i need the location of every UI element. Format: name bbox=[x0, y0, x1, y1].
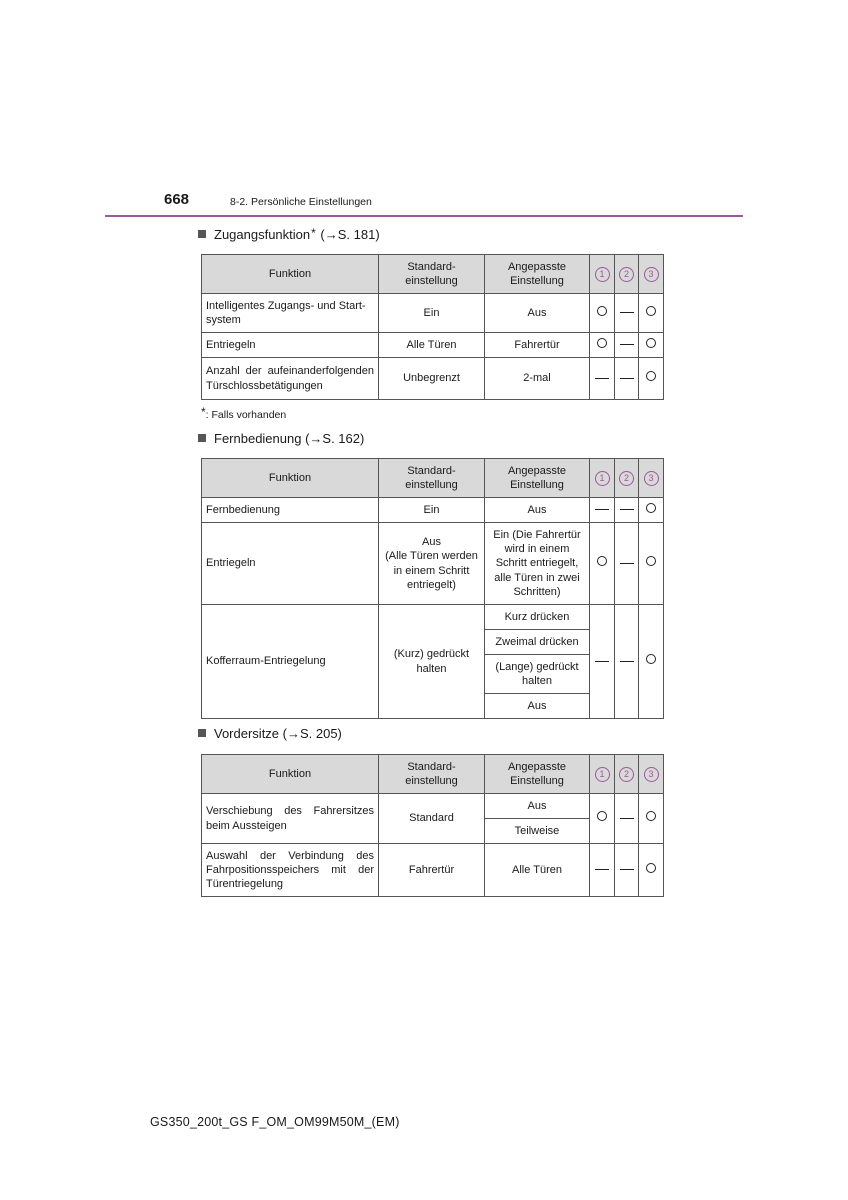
section-heading: 8-2. Persönliche Einstellungen bbox=[230, 196, 372, 208]
custom-cell: Aus bbox=[485, 794, 590, 819]
table-row bbox=[202, 605, 664, 630]
mark-cell bbox=[590, 358, 615, 400]
function-cell: Verschiebung des Fahrersitzes beim Aussteigen bbox=[202, 794, 379, 844]
col-header-standard: Standard- einstellung bbox=[379, 255, 485, 294]
mark-cell bbox=[615, 358, 639, 400]
mark-cell bbox=[639, 794, 664, 844]
mark-cell bbox=[590, 523, 615, 605]
available-mark-icon bbox=[646, 654, 656, 664]
col-header-funktion: Funktion bbox=[202, 459, 379, 498]
circled-1-icon: 1 bbox=[595, 767, 610, 782]
custom-cell: Teilweise bbox=[485, 819, 590, 844]
square-bullet-icon bbox=[198, 434, 206, 442]
standard-cell: Fahrertür bbox=[379, 844, 485, 897]
mark-cell bbox=[639, 498, 664, 523]
col-header-1 bbox=[590, 755, 615, 794]
mark-cell bbox=[639, 844, 664, 897]
mark-cell bbox=[639, 294, 664, 333]
col-header-1 bbox=[590, 459, 615, 498]
mark-cell bbox=[590, 794, 615, 844]
mark-cell bbox=[615, 498, 639, 523]
circled-1-icon: 1 bbox=[595, 267, 610, 282]
table-row bbox=[202, 294, 664, 333]
custom-cell: Aus bbox=[485, 498, 590, 523]
available-mark-icon bbox=[597, 556, 607, 566]
col-header-2 bbox=[615, 755, 639, 794]
unavailable-mark-icon bbox=[620, 661, 634, 662]
table-row bbox=[202, 498, 664, 523]
col-header-custom: Angepasste Einstellung bbox=[485, 755, 590, 794]
col-header-3 bbox=[639, 755, 664, 794]
available-mark-icon bbox=[597, 338, 607, 348]
available-mark-icon bbox=[597, 306, 607, 316]
circled-1-icon: 1 bbox=[595, 471, 610, 486]
table-zugangsfunktion bbox=[201, 254, 664, 400]
section-title-vordersitze: Vordersitze (→S. 205) bbox=[198, 726, 342, 741]
col-header-2 bbox=[615, 459, 639, 498]
table-row bbox=[202, 523, 664, 605]
col-header-3 bbox=[639, 255, 664, 294]
circled-2-icon: 2 bbox=[619, 471, 634, 486]
available-mark-icon bbox=[646, 306, 656, 316]
unavailable-mark-icon bbox=[620, 344, 634, 345]
header-rule bbox=[105, 215, 743, 217]
mark-cell bbox=[590, 844, 615, 897]
function-cell: Anzahl der aufeinanderfolgenden Türschlossbetätigungen bbox=[202, 358, 379, 400]
mark-cell bbox=[615, 844, 639, 897]
unavailable-mark-icon bbox=[620, 312, 634, 313]
unavailable-mark-icon bbox=[620, 378, 634, 379]
available-mark-icon bbox=[646, 863, 656, 873]
available-mark-icon bbox=[646, 371, 656, 381]
mark-cell bbox=[639, 605, 664, 719]
custom-cell: Kurz drücken bbox=[485, 605, 590, 630]
document-code: GS350_200t_GS F_OM_OM99M50M_(EM) bbox=[150, 1115, 400, 1129]
col-header-custom: Angepasste Einstellung bbox=[485, 255, 590, 294]
col-header-1 bbox=[590, 255, 615, 294]
function-cell: Entriegeln bbox=[202, 523, 379, 605]
unavailable-mark-icon bbox=[620, 563, 634, 564]
unavailable-mark-icon bbox=[620, 818, 634, 819]
unavailable-mark-icon bbox=[595, 869, 609, 870]
mark-cell bbox=[615, 294, 639, 333]
table-row bbox=[202, 794, 664, 819]
table-row bbox=[202, 844, 664, 897]
available-mark-icon bbox=[646, 338, 656, 348]
function-cell: Kofferraum-Entriegelung bbox=[202, 605, 379, 719]
unavailable-mark-icon bbox=[595, 509, 609, 510]
circled-2-icon: 2 bbox=[619, 767, 634, 782]
custom-cell: Aus bbox=[485, 294, 590, 333]
standard-cell: Ein bbox=[379, 294, 485, 333]
mark-cell bbox=[639, 333, 664, 358]
square-bullet-icon bbox=[198, 729, 206, 737]
mark-cell bbox=[615, 333, 639, 358]
custom-cell: Fahrertür bbox=[485, 333, 590, 358]
unavailable-mark-icon bbox=[595, 378, 609, 379]
page-number: 668 bbox=[164, 191, 190, 208]
section-title-fernbedienung: Fernbedienung (→S. 162) bbox=[198, 431, 364, 446]
available-mark-icon bbox=[646, 556, 656, 566]
custom-cell: Aus bbox=[485, 694, 590, 719]
custom-cell: 2-mal bbox=[485, 358, 590, 400]
unavailable-mark-icon bbox=[595, 661, 609, 662]
unavailable-mark-icon bbox=[620, 509, 634, 510]
custom-cell: Alle Türen bbox=[485, 844, 590, 897]
available-mark-icon bbox=[597, 811, 607, 821]
table-fernbedienung bbox=[201, 458, 664, 719]
mark-cell bbox=[590, 605, 615, 719]
standard-cell: Unbegrenzt bbox=[379, 358, 485, 400]
mark-cell bbox=[615, 794, 639, 844]
square-bullet-icon bbox=[198, 230, 206, 238]
circled-3-icon: 3 bbox=[644, 471, 659, 486]
function-cell: Entriegeln bbox=[202, 333, 379, 358]
function-cell: Auswahl der Verbindung des Fahrpositionsspeichers mit der Türentriegelung bbox=[202, 844, 379, 897]
section-title-zugangsfunktion: Zugangsfunktion* (→S. 181) bbox=[198, 226, 380, 242]
function-cell: Fernbedienung bbox=[202, 498, 379, 523]
mark-cell bbox=[639, 523, 664, 605]
col-header-custom: Angepasste Einstellung bbox=[485, 459, 590, 498]
custom-cell: (Lange) gedrückt halten bbox=[485, 655, 590, 694]
function-cell: Intelligentes Zugangs- und Start-system bbox=[202, 294, 379, 333]
footnote: *: Falls vorhanden bbox=[201, 405, 287, 421]
standard-cell: Standard bbox=[379, 794, 485, 844]
circled-3-icon: 3 bbox=[644, 767, 659, 782]
mark-cell bbox=[615, 523, 639, 605]
circled-2-icon: 2 bbox=[619, 267, 634, 282]
standard-cell: Ein bbox=[379, 498, 485, 523]
col-header-3 bbox=[639, 459, 664, 498]
custom-cell: Zweimal drücken bbox=[485, 630, 590, 655]
col-header-standard: Standard- einstellung bbox=[379, 755, 485, 794]
table-row bbox=[202, 333, 664, 358]
unavailable-mark-icon bbox=[620, 869, 634, 870]
table-vordersitze bbox=[201, 754, 664, 897]
col-header-funktion: Funktion bbox=[202, 255, 379, 294]
col-header-2 bbox=[615, 255, 639, 294]
standard-cell: Aus (Alle Türen werden in einem Schritt entriegelt) bbox=[379, 523, 485, 605]
available-mark-icon bbox=[646, 811, 656, 821]
mark-cell bbox=[615, 605, 639, 719]
mark-cell bbox=[590, 498, 615, 523]
custom-cell: Ein (Die Fahrertür wird in einem Schritt entriegelt, alle Türen in zwei Schritten) bbox=[485, 523, 590, 605]
standard-cell: (Kurz) gedrückt halten bbox=[379, 605, 485, 719]
mark-cell bbox=[590, 294, 615, 333]
col-header-standard: Standard- einstellung bbox=[379, 459, 485, 498]
col-header-funktion: Funktion bbox=[202, 755, 379, 794]
circled-3-icon: 3 bbox=[644, 267, 659, 282]
available-mark-icon bbox=[646, 503, 656, 513]
table-row bbox=[202, 358, 664, 400]
mark-cell bbox=[590, 333, 615, 358]
mark-cell bbox=[639, 358, 664, 400]
standard-cell: Alle Türen bbox=[379, 333, 485, 358]
